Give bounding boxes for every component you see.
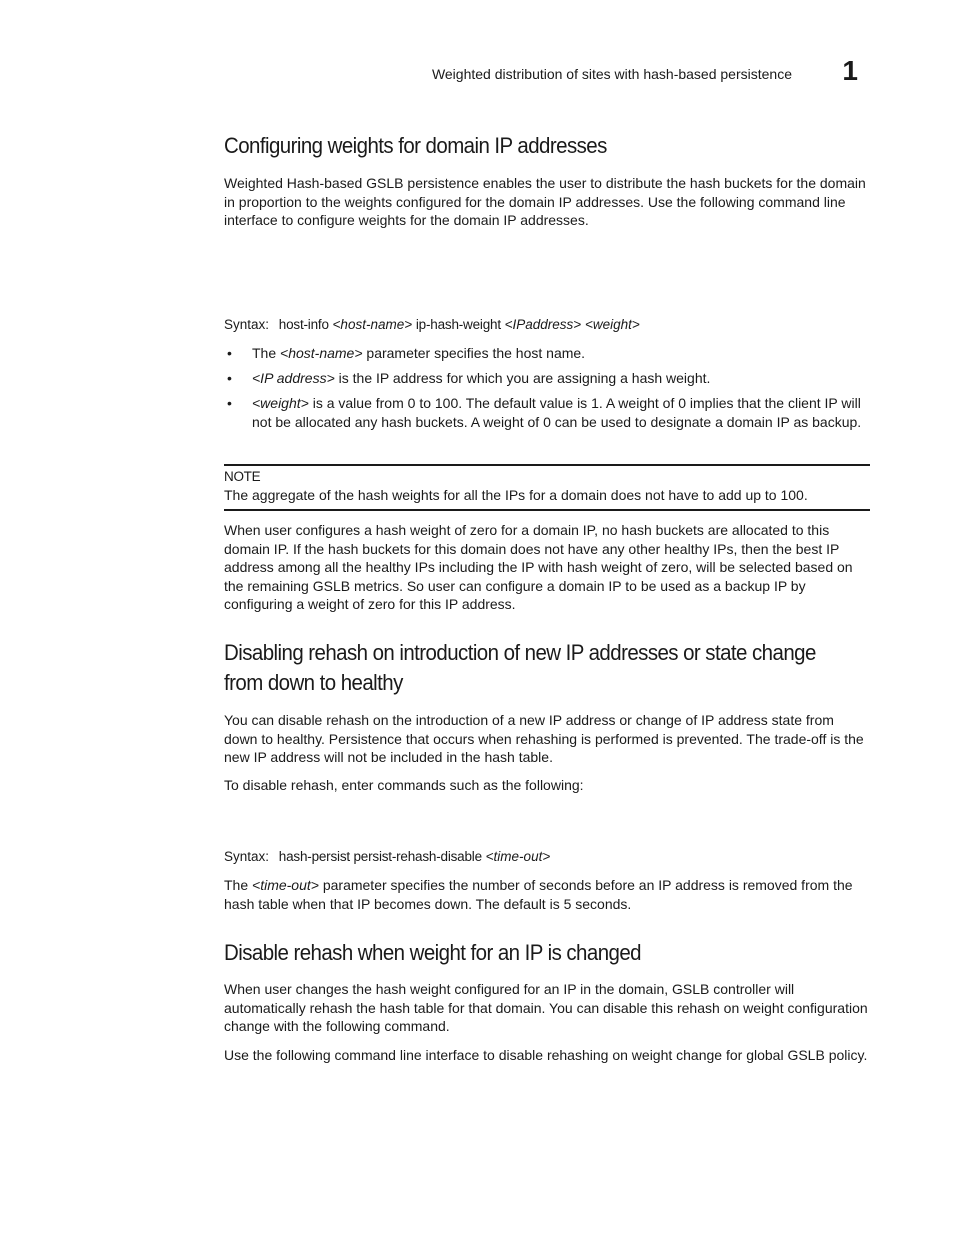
syntax-command: host-info	[278, 317, 329, 332]
bullet-icon: •	[227, 369, 232, 386]
syntax-argument: <time-out>	[485, 849, 551, 864]
section2-paragraph-1: You can disable rehash on the introduction of a new IP address or change of IP address state from down to healthy. Persistence that occurs when rehashing is performed is prevented. The trade-off is the new IP address will not be included in the hash table.	[224, 712, 864, 766]
syntax-label: Syntax:	[224, 317, 270, 332]
page-header	[224, 55, 870, 94]
list-item: • <weight> is a value from 0 to 100. The default value is 1. A weight of 0 implies that the client IP will not be allocated any hash buckets. A weight of 0 can be used to designate a domain IP as backup.	[227, 394, 862, 430]
section3-paragraph-1: When user changes the hash weight configured for an IP in the domain, GSLB controller will automatically rehash the hash table for that domain. You can disable this rehash on weight configuration change with the following command.	[224, 981, 868, 1035]
bullet-icon: •	[227, 345, 232, 361]
section-heading-disabling-rehash: Disabling rehash on introduction of new IP addresses or state change from down to healthy	[224, 640, 816, 695]
note-label: NOTE	[224, 469, 261, 484]
list-item: • The <host-name> parameter specifies the host name.	[227, 345, 586, 361]
running-header-title: Weighted distribution of sites with hash-based persistence	[431, 66, 792, 82]
parameter-list	[224, 344, 870, 438]
syntax-hash-persist	[224, 848, 870, 866]
section-heading-disable-rehash-weight: Disable rehash when weight for an IP is changed	[224, 940, 641, 965]
syntax-host-info	[224, 316, 870, 334]
syntax-command: ip-hash-weight	[415, 317, 501, 332]
note-text: The aggregate of the hash weights for all the IPs for a domain does not have to add up to 100.	[224, 487, 808, 503]
section2-paragraph-3: The <time-out> parameter specifies the number of seconds before an IP address is removed from the hash table when that IP becomes down. The default is 5 seconds.	[224, 877, 853, 912]
section1-intro-paragraph: Weighted Hash-based GSLB persistence enables the user to distribute the hash buckets for the domain in proportion to the weights configured for the domain IP addresses. Use the following command line interface to configure weights for the domain IP addresses.	[224, 175, 866, 229]
list-item: • <IP address> is the IP address for which you are assigning a hash weight.	[227, 369, 711, 386]
section-heading-configuring-weights: Configuring weights for domain IP addresses	[224, 133, 607, 158]
syntax-argument: <host-name>	[332, 317, 413, 332]
section1-after-note-paragraph: When user configures a hash weight of zero for a domain IP, no hash buckets are allocated to this domain IP. If the hash buckets for this domain does not have any other healthy IPs, then the best IP address among all the healthy IPs including the IP with hash weight of zero, will be selected based on the remaining GSLB metrics. So user can configure a domain IP to be used as a backup IP by configuring a weight of zero for this IP address.	[224, 522, 853, 613]
section2-paragraph-2: To disable rehash, enter commands such as the following:	[224, 777, 584, 793]
bullet-icon: •	[227, 394, 232, 411]
syntax-argument: <IPaddress>	[504, 317, 582, 332]
syntax-argument: <weight>	[584, 317, 640, 332]
syntax-label: Syntax:	[224, 849, 270, 864]
section3-paragraph-2: Use the following command line interface to disable rehashing on weight change for global GSLB policy.	[224, 1047, 868, 1063]
chapter-number: 1	[842, 55, 858, 86]
syntax-command: hash-persist persist-rehash-disable	[278, 849, 482, 864]
note-box	[224, 464, 870, 511]
